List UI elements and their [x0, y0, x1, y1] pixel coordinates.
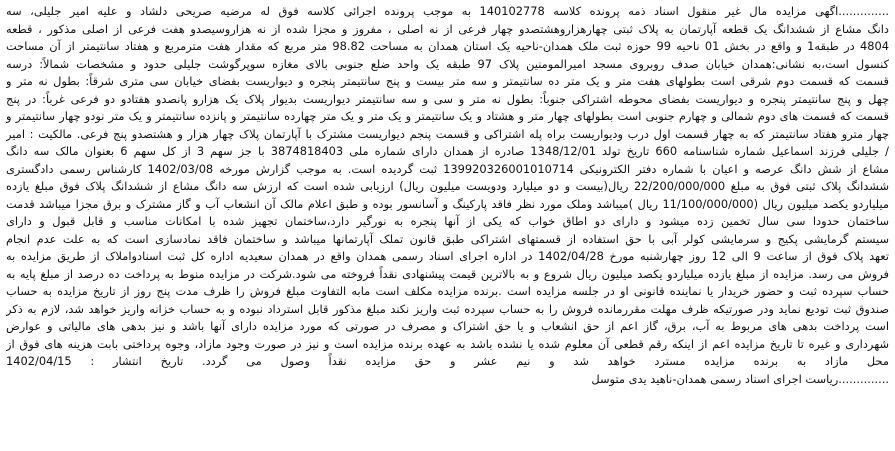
notice-line: چهار مترو هفتاد سانتیمتر که به چهار قسمت اول درب ودیواریست براه پله اشتراکی و قسمت پنجم دیواریست مشترک با آپارتمان پلاک چهار هزار و هشتصدو پنج فرعی. مالکیت : امیر	[6, 126, 889, 141]
notice-line: 4804 در طبقه1 و واقع در بخش 01 ناحیه 99 حوزه ثبت ملک همدان-ناحیه یک استان همدان به مساحت 98.82 متر مربع که مقدار هفت مترمربع و هفتاد سانتیمتر از آن مساحت	[6, 39, 889, 53]
notice-line: فروش می رسد. مزایده از مبلغ یازده میلیاردو یکصد میلیون ریال شروع و به بالاترین قیمت پیشنهادی نقداً فروخته می شود.شرکت در مزایده منوط به پرداخت ده درصد از مبلغ پایه به	[6, 266, 889, 281]
notice-line: / جلیلی فرزند اسماعیل شماره شناسنامه 660 تاریخ تولد 1348/12/01 صادره از همدان دارای شماره ملی 3874818403 با جز سهم 3 از کل سهم 6 بعنوان مالک سه دانگ	[6, 144, 889, 158]
notice-line: ششدانگ پلاک ثبتی فوق به مبلغ 22/200/000/000 ریال(بیست و دو میلیارد ودویست میلیون ریال) ارزیابی شده است که ارزش سه دانگ مشاع از ششدانگ پلاک فوق مبلغ یازده	[6, 179, 889, 193]
notice-line: صندوق ثبت تودیع نماید ودر صورتیکه ظرف مهلت مقررمانده فروش را به حساب سپرده ثبت واریز نکند مبلغ مذکور قابل استرداد نبوده و به حساب خزانه واریز خواهد شد، لازم به ذکر	[6, 301, 889, 316]
notice-line: میلیاردو یکصد میلیون ریال (11/100/000/000 ریال )میباشد وملک مورد نظر فاقد پارکینگ و آسانسور بوده و طبق اعلام مالک آن انشعاب آب و گاز مشترک و برق مجزا میباشد قدمت	[6, 196, 889, 211]
notice-line: دانگ مشاع از ششدانگ یک قطعه آپارتمان به پلاک ثبتی چهارهزاروهشتصدو چهار فرعی از نه اصلی ، مفروز و مجزا شده از نه هزاروسیصدو هفت فرعی از اصلی مذکور ، قطعه	[6, 21, 889, 36]
notice-signature-line: ..............ریاست اجرای اسناد رسمی همدان-ناهید یدی متوسل	[591, 371, 889, 386]
notice-line: ..............اگهی مزایده مال غیر منقول اسناد ذمه پرونده کلاسه 140102778 به موجب پرونده اجرائی کلاسه فوق له مرضیه صریحی دلشاد و علیه امیر جلیلی، سه	[6, 4, 889, 18]
notice-line: قسمت که قسمت دوم شرقی است بطولهای هفت متر و یک متر ده سانتیمتر و سه متر بیست و پنج سانتیمتر پنجره و دیواریست بفضای خیابان سی متری شرقاً: بطول نه متر و	[6, 74, 889, 88]
notice-line: سیستم گرمایشی پکیج و سرمایشی کولر آبی با حق استفاده از قسمتهای اشتراکی طبق قانون تملک آپارتمانها میباشد و ساختمان فاقد نمادسازی است که به علت عدم انجام	[6, 231, 889, 246]
notice-line: کنسول است،به نشانی:همدان خیابان صدف روبروی مسجد امیرالمومنین پلاک 97 طبقه یک واحد ضلع جنوبی بالای مغازه سوپرگوشت جلیلی حدود و مشخصات شمالاً: درسه	[6, 56, 889, 71]
notice-line: محل مازاد به برنده مزایده مسترد خواهد شد و نیم عشر و حق مزایده نقداً وصول می گردد. تاریخ انتشار : 1402/04/15	[6, 354, 889, 368]
notice-line: شهرداری و غیره تا تاریخ مزایده اعم از اینکه رقم قطعی آن معلوم شده یا نشده باشد به عهده برنده مزایده است و نیز در صورت وجود مازاد، وجوه پرداختی بابت هزینه های فوق از	[6, 336, 889, 351]
notice-line: قسمت که قسمت های دوم شمالی و چهارم جنوبی است بطولهای چهار متر و هشتاد و یک سانتیمتر و یک متر و یک متر چهارده سانتیمتر و پانزده سانتیمتر و یک متر نودو چهار سانتیمتر و	[6, 109, 889, 123]
notice-line: چهل و پنج سانتیمتر پنجره و دیواریست بفضای محوطه اشتراکی جنوباً: بطول نه متر و سی و سه سانتیمتر دیواریست بدیوار پلاک یک هزارو پانصدو هفتادو دو فرعی غرباً: در پنج	[6, 91, 889, 106]
notice-line: حساب سپرده ثبت و حضور خریدار یا نماینده قانونی او در جلسه مزایده است .برنده مزایده مکلف است مابه التفاوت مبلغ فروش را ظرف مدت پنج روز از تاریخ مزایده به حساب	[6, 284, 889, 298]
notice-line: تعهد پلاک فوق از ساعت 9 الی 12 روز چهارشنبه مورخ 1402/04/28 در اداره اجرای اسناد رسمی همدان واقع در همدان سعیدیه اداره کل ثبت اسنادواملاک از طریق مزایده به	[6, 249, 889, 263]
notice-line: مشاع از شش دانگ عرصه و اعیان با شماره دفتر الکترونیکی 139920326001010714 ثبت گردیده است. به موجب گزارش مورخه 1402/03/08 کارشناس رسمی دادگستری	[6, 161, 889, 176]
notice-line: ساختمان حدودا سی سال تخمین زده میشود و دارای دو اطاق خواب که یکی از آنها پنجره به نورگیر دارد،ساختمان تجهیز شده با امکانات مناسب و قابل قبول و دارای	[6, 214, 889, 228]
notice-line: است پرداخت بدهی های مربوط به آب، برق، گاز اعم از حق انشعاب و یا حق اشتراک و مصرف در صورتی که مورد مزایده دارای آنها باشد و نیز بدهی های مالیاتی و عوارض	[6, 319, 889, 333]
